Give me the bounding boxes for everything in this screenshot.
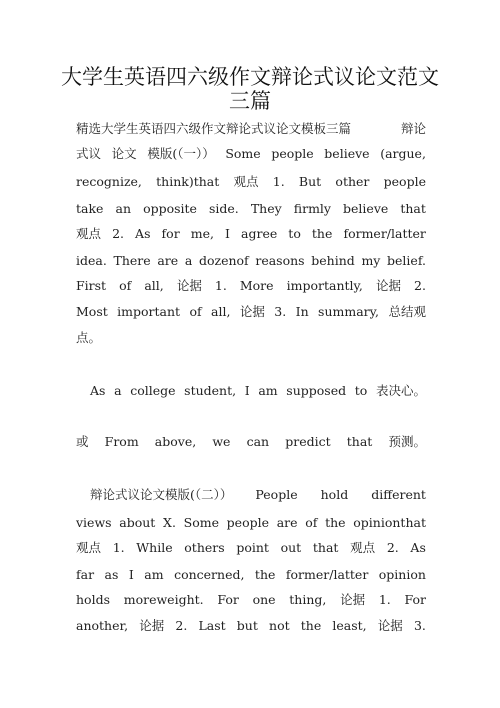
body-word: X. bbox=[163, 515, 176, 530]
body-word: Some bbox=[225, 146, 261, 161]
body-word: but bbox=[236, 618, 258, 633]
body-word: former/latter bbox=[343, 226, 426, 241]
body-line bbox=[90, 487, 426, 503]
body-word: While bbox=[136, 540, 173, 555]
body-word: 观点 bbox=[233, 174, 259, 189]
body-word: 1. bbox=[378, 592, 391, 607]
body-word: people bbox=[226, 515, 269, 530]
body-word: 1. bbox=[272, 174, 285, 189]
body-word: 论据 bbox=[239, 304, 265, 319]
body-word: 点。 bbox=[76, 330, 102, 345]
body-word: above, bbox=[154, 434, 197, 449]
body-line bbox=[76, 226, 426, 242]
body-word: idea. bbox=[76, 253, 107, 268]
document-title-line-2: 三篇 bbox=[229, 89, 271, 113]
body-line bbox=[76, 330, 426, 346]
body-word: of bbox=[305, 515, 318, 530]
body-word: my bbox=[361, 253, 381, 268]
body-word: 辩论 bbox=[400, 121, 426, 136]
body-word: 论据 bbox=[340, 592, 366, 607]
body-word: 精选大学生英语四六级作文辩论式议论文模板三篇 bbox=[76, 121, 352, 136]
body-word: 3. bbox=[274, 304, 287, 319]
body-line bbox=[76, 515, 426, 531]
body-word: From bbox=[104, 434, 139, 449]
body-word: think)that bbox=[156, 174, 220, 189]
body-word: about bbox=[119, 515, 156, 530]
body-word: other bbox=[335, 174, 370, 189]
body-line bbox=[76, 146, 426, 162]
body-word: 论据 bbox=[139, 618, 165, 633]
body-word: More bbox=[239, 278, 274, 293]
body-word: First bbox=[76, 278, 107, 293]
body-line bbox=[90, 383, 426, 399]
body-word: They bbox=[250, 201, 282, 216]
body-word: 或 bbox=[76, 434, 89, 449]
body-word: predict bbox=[285, 434, 331, 449]
body-word: the bbox=[254, 567, 276, 582]
body-word: least, bbox=[332, 618, 367, 633]
body-word: belief. bbox=[387, 253, 426, 268]
body-word: student, bbox=[184, 383, 237, 398]
body-word: As bbox=[410, 540, 426, 555]
body-word: reasons bbox=[255, 253, 305, 268]
body-word: moreweight. bbox=[123, 592, 204, 607]
body-word: 论据 bbox=[377, 618, 403, 633]
body-word: of bbox=[189, 304, 202, 319]
body-word: opinionthat bbox=[353, 515, 426, 530]
body-word: 1. bbox=[214, 278, 227, 293]
body-word: are bbox=[276, 515, 298, 530]
body-word: are bbox=[157, 253, 179, 268]
body-word: that bbox=[312, 540, 339, 555]
body-word: dozenof bbox=[198, 253, 249, 268]
body-word: to bbox=[288, 226, 301, 241]
body-word: As bbox=[90, 383, 106, 398]
body-line bbox=[76, 567, 426, 583]
body-word: take bbox=[76, 201, 104, 216]
body-word: importantly, bbox=[286, 278, 363, 293]
body-word: holds bbox=[76, 592, 110, 607]
body-word: There bbox=[113, 253, 151, 268]
body-word: I bbox=[128, 567, 134, 582]
body-word: others bbox=[184, 540, 225, 555]
body-word: people bbox=[383, 174, 426, 189]
body-word: a bbox=[184, 253, 193, 268]
body-word: 辩论式议论文模版(（二）） bbox=[90, 487, 233, 502]
body-word: hold bbox=[320, 487, 349, 502]
body-line bbox=[76, 434, 426, 450]
body-line bbox=[76, 278, 426, 294]
body-line bbox=[76, 592, 426, 608]
body-word: (argue, bbox=[380, 146, 426, 161]
body-word: agree bbox=[241, 226, 278, 241]
body-word: former/latter bbox=[285, 567, 369, 582]
body-word: we bbox=[212, 434, 231, 449]
body-word: Some bbox=[183, 515, 219, 530]
body-word: 总结观 bbox=[388, 304, 426, 319]
body-line bbox=[76, 174, 426, 190]
body-word: believe bbox=[343, 201, 389, 216]
body-line bbox=[76, 304, 426, 320]
body-word: recognize, bbox=[76, 174, 142, 189]
body-word: 论文 bbox=[111, 146, 137, 161]
body-word: believe bbox=[324, 146, 370, 161]
body-word: 观点 bbox=[76, 540, 102, 555]
body-word: summary, bbox=[318, 304, 380, 319]
body-word: am bbox=[258, 383, 278, 398]
body-word: 3. bbox=[413, 618, 426, 633]
body-word: different bbox=[371, 487, 426, 502]
body-word: for bbox=[161, 226, 180, 241]
body-word: 论据 bbox=[176, 278, 202, 293]
body-word: opposite bbox=[143, 201, 197, 216]
body-word: point bbox=[236, 540, 269, 555]
body-word: all, bbox=[211, 304, 231, 319]
body-word: views bbox=[76, 515, 112, 530]
body-word: 2. bbox=[386, 540, 399, 555]
body-word: I bbox=[225, 226, 230, 241]
body-word: 论据 bbox=[375, 278, 401, 293]
body-word: the bbox=[311, 226, 333, 241]
body-word: not bbox=[269, 618, 290, 633]
body-word: all, bbox=[144, 278, 164, 293]
body-word: people bbox=[271, 146, 314, 161]
body-word: People bbox=[255, 487, 298, 502]
body-word: far bbox=[76, 567, 95, 582]
body-word: out bbox=[280, 540, 302, 555]
body-line bbox=[76, 618, 426, 634]
body-word: that bbox=[400, 201, 426, 216]
body-word: For bbox=[404, 592, 426, 607]
body-word: another, bbox=[76, 618, 129, 633]
body-word: me, bbox=[190, 226, 214, 241]
body-word: 模版(（一）） bbox=[147, 146, 215, 161]
body-word: 观点 bbox=[76, 226, 102, 241]
body-word: 式议 bbox=[76, 146, 102, 161]
body-word: as bbox=[104, 567, 119, 582]
body-word: important bbox=[117, 304, 181, 319]
body-word: Most bbox=[76, 304, 108, 319]
body-word: one bbox=[252, 592, 276, 607]
body-word: the bbox=[325, 515, 346, 530]
body-word: For bbox=[217, 592, 239, 607]
document-title-line-1: 大学生英语四六级作文辩论式议论文范文 bbox=[61, 65, 439, 89]
body-word: But bbox=[298, 174, 322, 189]
body-word: can bbox=[246, 434, 270, 449]
body-line bbox=[76, 540, 426, 556]
body-word: 2. bbox=[175, 618, 188, 633]
body-word: behind bbox=[311, 253, 355, 268]
body-word: college bbox=[130, 383, 176, 398]
body-word: In bbox=[295, 304, 309, 319]
body-word: I bbox=[244, 383, 250, 398]
body-word: of bbox=[119, 278, 132, 293]
body-word: 预测。 bbox=[388, 434, 426, 449]
body-word: 2. bbox=[112, 226, 124, 241]
body-word: 观点 bbox=[350, 540, 376, 555]
body-line bbox=[76, 121, 426, 137]
body-word: As bbox=[135, 226, 151, 241]
body-word: the bbox=[300, 618, 322, 633]
body-word: 1. bbox=[112, 540, 125, 555]
body-word: opinion bbox=[378, 567, 426, 582]
body-word: Last bbox=[198, 618, 226, 633]
body-word: an bbox=[115, 201, 132, 216]
body-word: to bbox=[354, 383, 368, 398]
body-word: that bbox=[346, 434, 373, 449]
body-line bbox=[76, 201, 426, 217]
body-word: 表决心。 bbox=[375, 383, 426, 398]
body-word: supposed bbox=[286, 383, 347, 398]
body-word: side. bbox=[209, 201, 239, 216]
body-word: 2. bbox=[414, 278, 426, 293]
body-word: thing, bbox=[289, 592, 327, 607]
body-line bbox=[76, 253, 426, 269]
body-word: a bbox=[114, 383, 122, 398]
body-word: concerned, bbox=[174, 567, 245, 582]
body-word: am bbox=[144, 567, 164, 582]
body-word: firmly bbox=[293, 201, 331, 216]
